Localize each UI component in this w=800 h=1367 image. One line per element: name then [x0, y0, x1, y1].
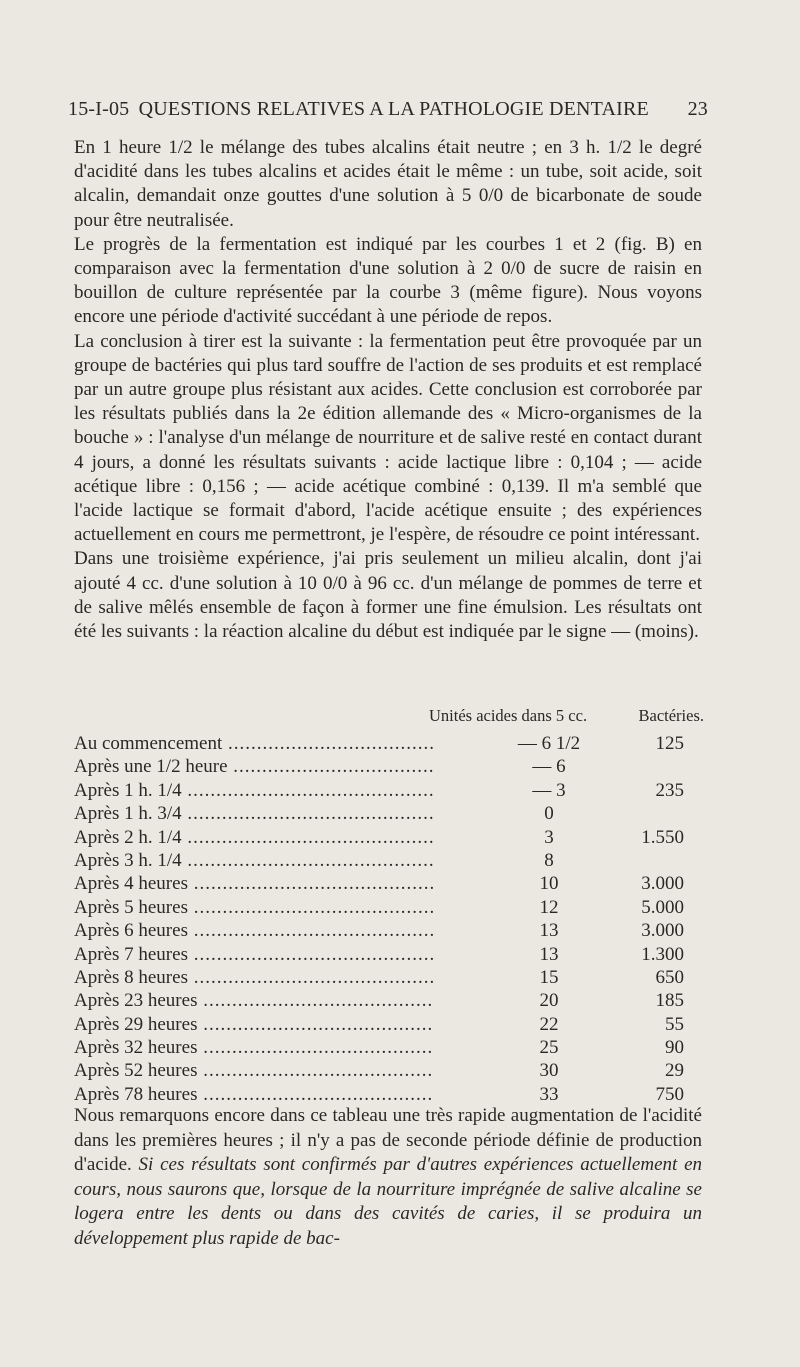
row-bacteria: 750	[655, 1083, 684, 1105]
row-label: Après 32 heures .....	[74, 1036, 434, 1059]
row-bacteria: 55	[665, 1013, 684, 1035]
row-units: 10	[539, 873, 559, 895]
table-row	[74, 966, 704, 989]
table-row	[74, 732, 704, 755]
row-bacteria: 1.300	[641, 943, 684, 965]
row-units: 13	[539, 920, 559, 942]
row-bacteria: 90	[665, 1037, 684, 1059]
row-bacteria: 235	[655, 779, 684, 801]
row-units: 12	[539, 896, 559, 918]
table-row	[74, 943, 704, 966]
row-units: 13	[539, 943, 559, 965]
closing-text	[74, 1104, 702, 1251]
row-units: 8	[544, 849, 554, 871]
closing-italic: Si ces résultats sont confirmés par d'autres expériences actuellement en cours, nous saurons que, lorsque de la nourriture imprégnée de salive alcaline se logera entre les dents ou dans des cavités de caries, il se produira un développement plus rapide de bac-	[74, 1154, 702, 1249]
row-bacteria: 5.000	[641, 896, 684, 918]
row-label: Après 4 heures .....	[74, 872, 434, 895]
row-label: Après 78 heures .....	[74, 1083, 434, 1106]
row-label: Après 8 heures .....	[74, 966, 434, 989]
row-units: 25	[539, 1037, 559, 1059]
row-label: Après 29 heures .....	[74, 1013, 434, 1036]
body-text	[74, 136, 702, 644]
page-number: 23	[687, 98, 708, 120]
paragraph-2: Le progrès de la fermentation est indiqué par les courbes 1 et 2 (fig. B) en comparaison avec la fermentation d'une solution à 2 0/0 de sucre de raisin en bouillon de culture représentée par la courbe 3 (même figure). Nous voyons encore une période d'activité succédant à une période de repos.	[74, 233, 702, 328]
column-header-bacteria: Bactéries.	[638, 706, 704, 725]
column-header-units: Unités acides dans 5 cc.	[429, 706, 588, 725]
row-units: 3	[544, 826, 554, 848]
paragraph-3: La conclusion à tirer est la suivante : la fermentation peut être provoquée par un groupe de bactéries qui plus tard souffre de l'action de ses produits et est remplacé par un autre groupe plus résistant aux acides. Cette conclusion est corroborée par les résultats publiés dans la 2e édition allemande des « Micro-organismes de la bouche » : l'analyse d'un mélange de nourriture et de salive resté en contact durant 4 jours, a donné les résultats suivants : acide lactique libre : 0,104 ; — acide acétique libre : 0,156 ; — acide acétique combiné : 0,139. Il m'a semblé que l'acide lactique se formait d'abord, l'acide acétique ensuite ; des expériences actuellement en cours me permettront, je l'espère, de résoudre ce point intéressant.	[74, 330, 702, 546]
row-bacteria: 125	[655, 733, 684, 754]
row-label: Après 23 heures .....	[74, 989, 434, 1012]
row-label: Après 7 heures .....	[74, 943, 434, 966]
table-row	[74, 896, 704, 919]
row-label: Au commencement .....	[74, 732, 434, 755]
table-row	[74, 826, 704, 849]
row-units: 0	[544, 803, 554, 825]
table-body	[74, 732, 704, 1106]
closing-paragraph	[74, 1104, 702, 1251]
table-row	[74, 1083, 704, 1106]
header-folio: 15-I-05	[68, 98, 130, 120]
paragraph-4: Dans une troisième expérience, j'ai pris seulement un milieu alcalin, dont j'ai ajouté 4 cc. d'une solution à 10 0/0 à 96 cc. d'un mélange de pommes de terre et de salive mêlés ensemble de façon à former une fine émulsion. Les résultats ont été les suivants : la réaction alcaline du début est indiquée par le signe — (moins).	[74, 548, 702, 643]
row-bacteria: 185	[655, 990, 684, 1012]
table-row	[74, 849, 704, 872]
row-bacteria: 29	[665, 1060, 684, 1082]
table-header	[74, 706, 704, 732]
row-units: — 6	[532, 756, 566, 778]
table-row	[74, 989, 704, 1012]
row-bacteria: 3.000	[641, 920, 684, 942]
table-row	[74, 1059, 704, 1082]
paragraph-1: En 1 heure 1/2 le mélange des tubes alcalins était neutre ; en 3 h. 1/2 le degré d'acidité dans les tubes alcalins et acides était le même : un tube, soit acide, soit alcalin, demandait onze gouttes d'une solution à 5 0/0 de bicarbonate de soude pour être neutralisée.	[74, 137, 702, 231]
row-bacteria: 3.000	[641, 873, 684, 895]
table-row	[74, 802, 704, 825]
row-label: Après 2 h. 1/4 .....	[74, 826, 434, 849]
results-table	[74, 706, 704, 1106]
table-row	[74, 1036, 704, 1059]
row-label: Après une 1/2 heure .....	[74, 755, 434, 778]
table-row	[74, 755, 704, 778]
table-row	[74, 1013, 704, 1036]
row-units: 22	[539, 1013, 559, 1035]
row-label: Après 6 heures .....	[74, 919, 434, 942]
row-units: — 6 1/2	[517, 733, 581, 754]
running-header	[68, 98, 708, 121]
row-bacteria: 1.550	[641, 826, 684, 848]
table-row	[74, 919, 704, 942]
row-units: 20	[539, 990, 559, 1012]
closing-roman: Nous remarquons encore dans ce tableau une très rapide augmentation de l'acidité dans les premières heures ; il n'y a pas de seconde période définie de production d'acide.	[74, 1105, 702, 1175]
row-label: Après 1 h. 3/4 .....	[74, 802, 434, 825]
row-bacteria: 650	[655, 966, 684, 988]
row-units: 33	[539, 1083, 559, 1105]
row-label: Après 5 heures .....	[74, 896, 434, 919]
table-row	[74, 872, 704, 895]
row-label: Après 1 h. 1/4 .....	[74, 779, 434, 802]
header-title: QUESTIONS RELATIVES A LA PATHOLOGIE DENTAIRE	[138, 98, 649, 120]
row-units: 15	[539, 966, 559, 988]
row-label: Après 52 heures .....	[74, 1059, 434, 1082]
row-units: — 3	[532, 779, 566, 801]
row-units: 30	[539, 1060, 559, 1082]
row-label: Après 3 h. 1/4 .....	[74, 849, 434, 872]
table-row	[74, 779, 704, 802]
